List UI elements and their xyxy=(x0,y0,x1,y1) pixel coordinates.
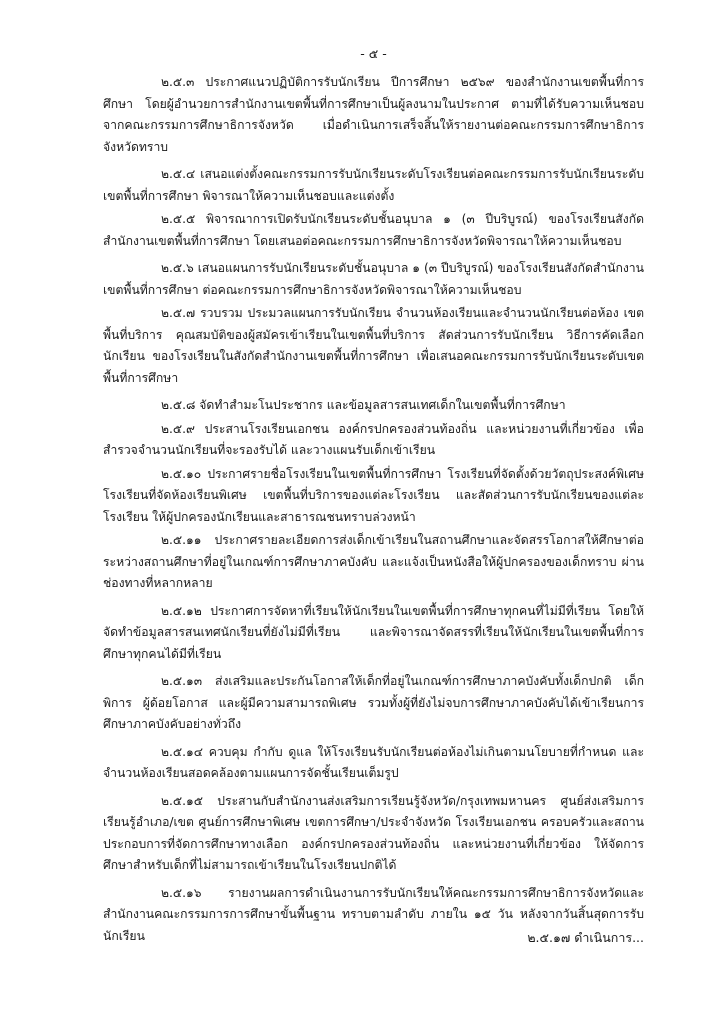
continuation-note: ๒.๕.๑๗ ดำเนินการ... xyxy=(527,930,644,945)
paragraph-2-5-5: ๒.๕.๕ พิจารณาการเปิดรับนักเรียนระดับชั้นอนุบาล ๑ (๓ ปีบริบูรณ์) ของโรงเรียนสังกัดสำนักงานเขตพื้นที่การศึกษา โดยเสนอต่อคณะกรรมการศึกษาธิการจังหวัดพิจารณาให้ความเห็นชอบ xyxy=(103,212,644,248)
paragraph-2-5-15: ๒.๕.๑๕ ประสานกับสำนักงานส่งเสริมการเรียนรู้จังหวัด/กรุงเทพมหานคร ศูนย์ส่งเสริมการเรียนรู้อำเภอ/เขต ศูนย์การศึกษาพิเศษ เขตการศึกษา/ประจำจังหวัด โรงเรียนเอกชน ครอบครัวและสถานประกอบการที่จัดการศึกษาทางเลือก องค์กรปกครองส่วนท้องถิ่น และหน่วยงานที่เกี่ยวข้อง ให้จัดการศึกษาสำหรับเด็กที่ไม่สามารถเข้าเรียนในโรงเรียนปกติได้ xyxy=(103,793,644,872)
paragraph-2-5-4: ๒.๕.๔ เสนอแต่งตั้งคณะกรรมการรับนักเรียนระดับโรงเรียนต่อคณะกรรมการรับนักเรียนระดับเขตพื้นที่การศึกษา พิจารณาให้ความเห็นชอบและแต่งตั้ง xyxy=(103,167,644,203)
paragraph-2-5-7: ๒.๕.๗ รวบรวม ประมวลแผนการรับนักเรียน จำนวนห้องเรียนและจำนวนนักเรียนต่อห้อง เขตพื้นที่บริการ คุณสมบัติของผู้สมัครเข้าเรียนในเขตพื้นที่บริการ สัดส่วนการรับนักเรียน วิธีการคัดเลือกนักเรียน ของโรงเรียนในสังกัดสำนักงานเขตพื้นที่การศึกษา เพื่อเสนอคณะกรรมการรับนักเรียนระดับเขตพื้นที่การศึกษา xyxy=(103,306,644,385)
paragraph-2-5-10: ๒.๕.๑๐ ประกาศรายชื่อโรงเรียนในเขตพื้นที่การศึกษา โรงเรียนที่จัดตั้งด้วยวัตถุประสงค์พิเศษ โรงเรียนที่จัดห้องเรียนพิเศษ เขตพื้นที่บริการของแต่ละโรงเรียน และสัดส่วนการรับนักเรียนของแต่ละโรงเรียน ให้ผู้ปกครองนักเรียนและสาธารณชนทราบล่วงหน้า xyxy=(103,466,644,524)
paragraph-2-5-8: ๒.๕.๘ จัดทำสำมะโนประชากร และข้อมูลสารสนเทศเด็กในเขตพื้นที่การศึกษา xyxy=(161,398,566,412)
paragraph-2-5-13: ๒.๕.๑๓ ส่งเสริมและประกันโอกาสให้เด็กที่อยู่ในเกณฑ์การศึกษาภาคบังคับทั้งเด็กปกติ เด็กพิการ ผู้ด้อยโอกาส และผู้มีความสามารถพิเศษ รวมทั้งผู้ที่ยังไม่จบการศึกษาภาคบังคับได้เข้าเรียนการศึกษาภาคบังคับอย่างทั่วถึง xyxy=(103,674,644,731)
paragraph-2-5-3: ๒.๕.๓ ประกาศแนวปฏิบัติการรับนักเรียน ปีการศึกษา ๒๕๖๙ ของสำนักงานเขตพื้นที่การศึกษา โดยผู้อำนวยการสำนักงานเขตพื้นที่การศึกษาเป็นผู้ลงนามในประกาศ ตามที่ได้รับความเห็นชอบจากคณะกรรมการศึกษาธิการจังหวัด เมื่อดำเนินการเสร็จสิ้นให้รายงานต่อคณะกรรมการศึกษาธิการจังหวัดทราบ xyxy=(103,75,644,154)
paragraph-2-5-6: ๒.๕.๖ เสนอแผนการรับนักเรียนระดับชั้นอนุบาล ๑ (๓ ปีบริบูรณ์) ของโรงเรียนสังกัดสำนักงานเขตพื้นที่การศึกษา ต่อคณะกรรมการศึกษาธิการจังหวัดพิจารณาให้ความเห็นชอบ xyxy=(103,261,644,297)
paragraph-2-5-11: ๒.๕.๑๑ ประกาศรายละเอียดการส่งเด็กเข้าเรียนในสถานศึกษาและจัดสรรโอกาสให้ศึกษาต่อระหว่างสถานศึกษาที่อยู่ในเกณฑ์การศึกษาภาคบังคับ และแจ้งเป็นหนังสือให้ผู้ปกครองของเด็กทราบ ผ่านช่องทางที่หลากหลาย xyxy=(103,533,644,590)
paragraph-2-5-16: ๒.๕.๑๖ รายงานผลการดำเนินงานการรับนักเรียนให้คณะกรรมการศึกษาธิการจังหวัดและสำนักงานคณะกรรมการการศึกษาขั้นพื้นฐาน ทราบตามลำดับ ภายใน ๑๕ วัน หลังจากวันสิ้นสุดการรับนักเรียน xyxy=(103,885,644,943)
page-number: - ๕ - xyxy=(360,46,387,61)
paragraph-2-5-14: ๒.๕.๑๔ ควบคุม กำกับ ดูแล ให้โรงเรียนรับนักเรียนต่อห้องไม่เกินตามนโยบายที่กำหนด และจำนวนห้องเรียนสอดคล้องตามแผนการจัดชั้นเรียนเต็มรูป xyxy=(103,744,644,780)
paragraph-2-5-12: ๒.๕.๑๒ ประกาศการจัดหาที่เรียนให้นักเรียนในเขตพื้นที่การศึกษาทุกคนที่ไม่มีที่เรียน โดยให้จัดทำข้อมูลสารสนเทศนักเรียนที่ยังไม่มีที่เรียน และพิจารณาจัดสรรที่เรียนให้นักเรียนในเขตพื้นที่การศึกษาทุกคนได้มีที่เรียน xyxy=(103,603,644,661)
paragraph-2-5-9: ๒.๕.๙ ประสานโรงเรียนเอกชน องค์กรปกครองส่วนท้องถิ่น และหน่วยงานที่เกี่ยวข้อง เพื่อสำรวจจำนวนนักเรียนที่จะรองรับได้ และวางแผนรับเด็กเข้าเรียน xyxy=(103,421,644,457)
